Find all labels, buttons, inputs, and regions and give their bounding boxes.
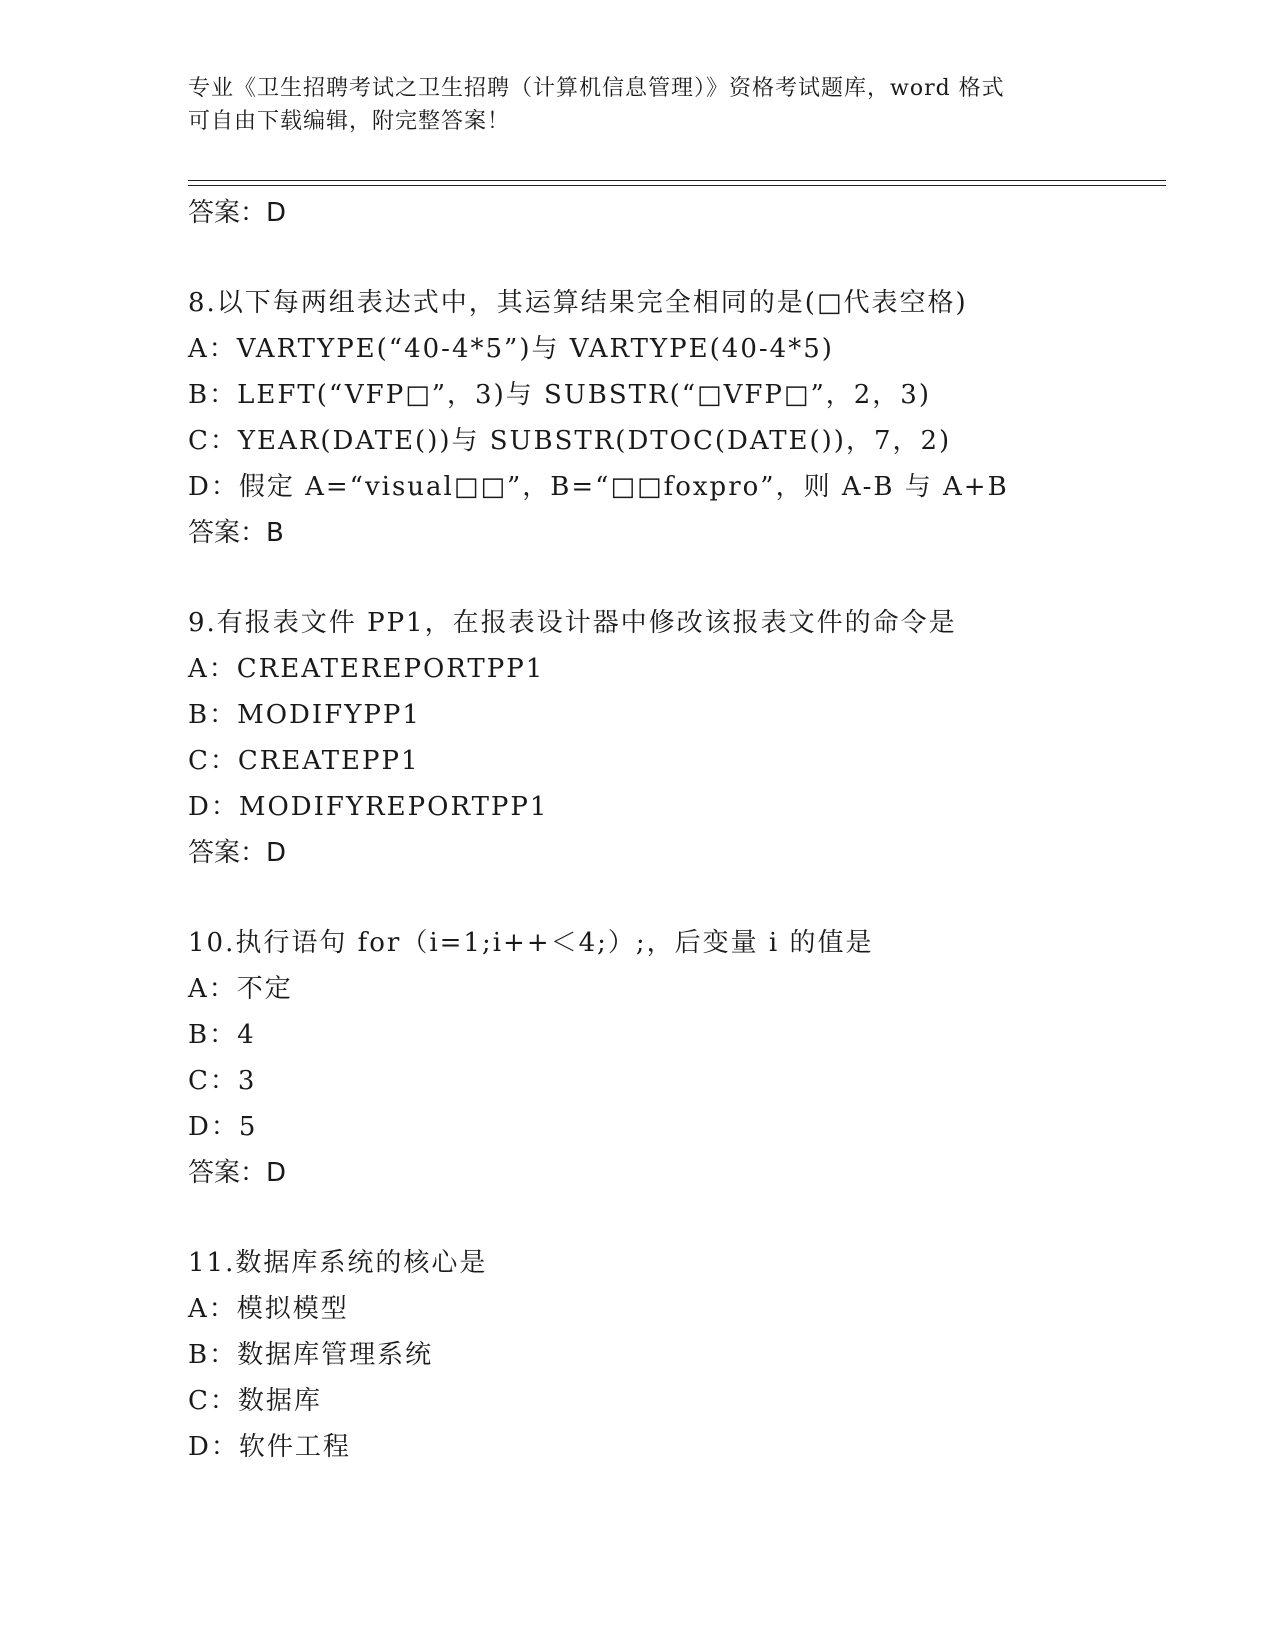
- question-text: 11.数据库系统的核心是: [188, 1248, 488, 1278]
- question-10: [188, 920, 1168, 1196]
- answer: 答案：B: [188, 518, 284, 548]
- question-9: [188, 600, 1168, 876]
- option-d: D：5: [188, 1112, 258, 1142]
- option-d: D：假定 A=“visual□□”，B=“□□foxpro”，则 A-B 与 A+B: [188, 472, 1009, 502]
- question-text: 8.以下每两组表达式中，其运算结果完全相同的是(□代表空格): [188, 288, 968, 318]
- header-line-1: 专业《卫生招聘考试之卫生招聘（计算机信息管理）》资格考试题库，word 格式: [188, 76, 1005, 101]
- header-divider-top: [188, 180, 1166, 181]
- option-b: B：MODIFYPP1: [188, 700, 421, 730]
- option-a: A：CREATEREPORTPP1: [188, 654, 545, 684]
- option-a: A：模拟模型: [188, 1294, 349, 1324]
- question-11: [188, 1240, 1168, 1470]
- option-a: A：VARTYPE(“40-4*5”)与 VARTYPE(40-4*5): [188, 334, 834, 364]
- option-b: B：4: [188, 1020, 256, 1050]
- option-b: B：LEFT(“VFP□”，3)与 SUBSTR(“□VFP□”，2，3): [188, 380, 931, 410]
- document-header: [188, 72, 1088, 138]
- option-c: C：3: [188, 1066, 257, 1096]
- option-d: D：软件工程: [188, 1432, 351, 1462]
- header-divider-bottom: [188, 185, 1166, 186]
- option-c: C：CREATEPP1: [188, 746, 420, 776]
- option-c: C：YEAR(DATE())与 SUBSTR(DTOC(DATE())，7，2): [188, 426, 952, 456]
- option-c: C：数据库: [188, 1386, 322, 1416]
- option-b: B：数据库管理系统: [188, 1340, 434, 1370]
- answer-previous: 答案：D: [188, 198, 287, 228]
- option-d: D：MODIFYREPORTPP1: [188, 792, 549, 822]
- option-a: A：不定: [188, 974, 293, 1004]
- question-text: 10.执行语句 for（i=1;i++＜4;）;，后变量 i 的值是: [188, 928, 874, 958]
- answer: 答案：D: [188, 838, 287, 868]
- header-line-2: 可自由下载编辑，附完整答案！: [188, 109, 511, 134]
- question-list: [188, 190, 1168, 1470]
- question-text: 9.有报表文件 PP1，在报表设计器中修改该报表文件的命令是: [188, 608, 957, 638]
- question-8: [188, 280, 1168, 556]
- answer: 答案：D: [188, 1158, 287, 1188]
